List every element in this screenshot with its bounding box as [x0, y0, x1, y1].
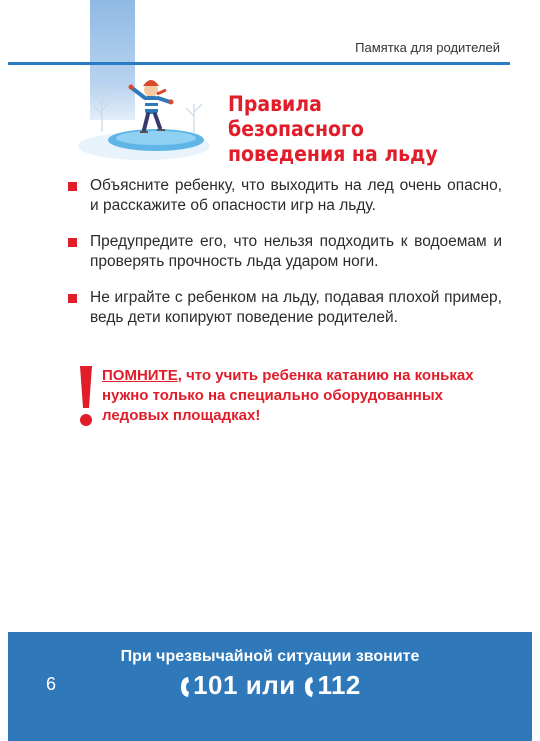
or-label: или	[245, 670, 296, 700]
header-label: Памятка для родителей	[355, 40, 500, 55]
bullet-square-icon	[68, 182, 77, 191]
list-item-text: Не играйте с ребенком на льду, подавая плохой пример, ведь дети копируют поведение родителей.	[90, 289, 502, 326]
bullet-square-icon	[68, 238, 77, 247]
page-number: 6	[46, 674, 57, 694]
phone-number-2: 112	[317, 670, 361, 700]
list-item	[66, 288, 502, 328]
list-item-text: Предупредите его, что нельзя подходить к водоемам и проверять прочность льда ударом ноги.	[90, 233, 502, 270]
page-title	[228, 92, 453, 167]
phone-icon	[303, 676, 315, 698]
emergency-text: При чрезвычайной ситуации звоните	[120, 648, 420, 665]
title-line-2: поведения на льду	[228, 142, 438, 166]
warning-text: , что учить ребенка катанию на коньках нужно только на специально оборудованных ледовых площадках!	[102, 367, 474, 424]
child-skating-illustration	[74, 64, 214, 164]
exclamation-icon	[76, 364, 96, 428]
rules-list	[66, 176, 502, 344]
bullet-square-icon	[68, 294, 77, 303]
phone-icon	[179, 676, 191, 698]
emergency-numbers	[8, 670, 532, 701]
warning-note	[102, 366, 502, 426]
title-line-1: Правила безопасного	[228, 92, 364, 141]
list-item-text: Объясните ребенку, что выходить на лед очень опасно, и расскажите об опасности игр на льду.	[90, 177, 502, 214]
list-item	[66, 176, 502, 216]
list-item	[66, 232, 502, 272]
emergency-footer	[8, 632, 532, 741]
warning-emphasis: ПОМНИТЕ	[102, 367, 178, 384]
phone-number-1: 101	[193, 670, 238, 700]
